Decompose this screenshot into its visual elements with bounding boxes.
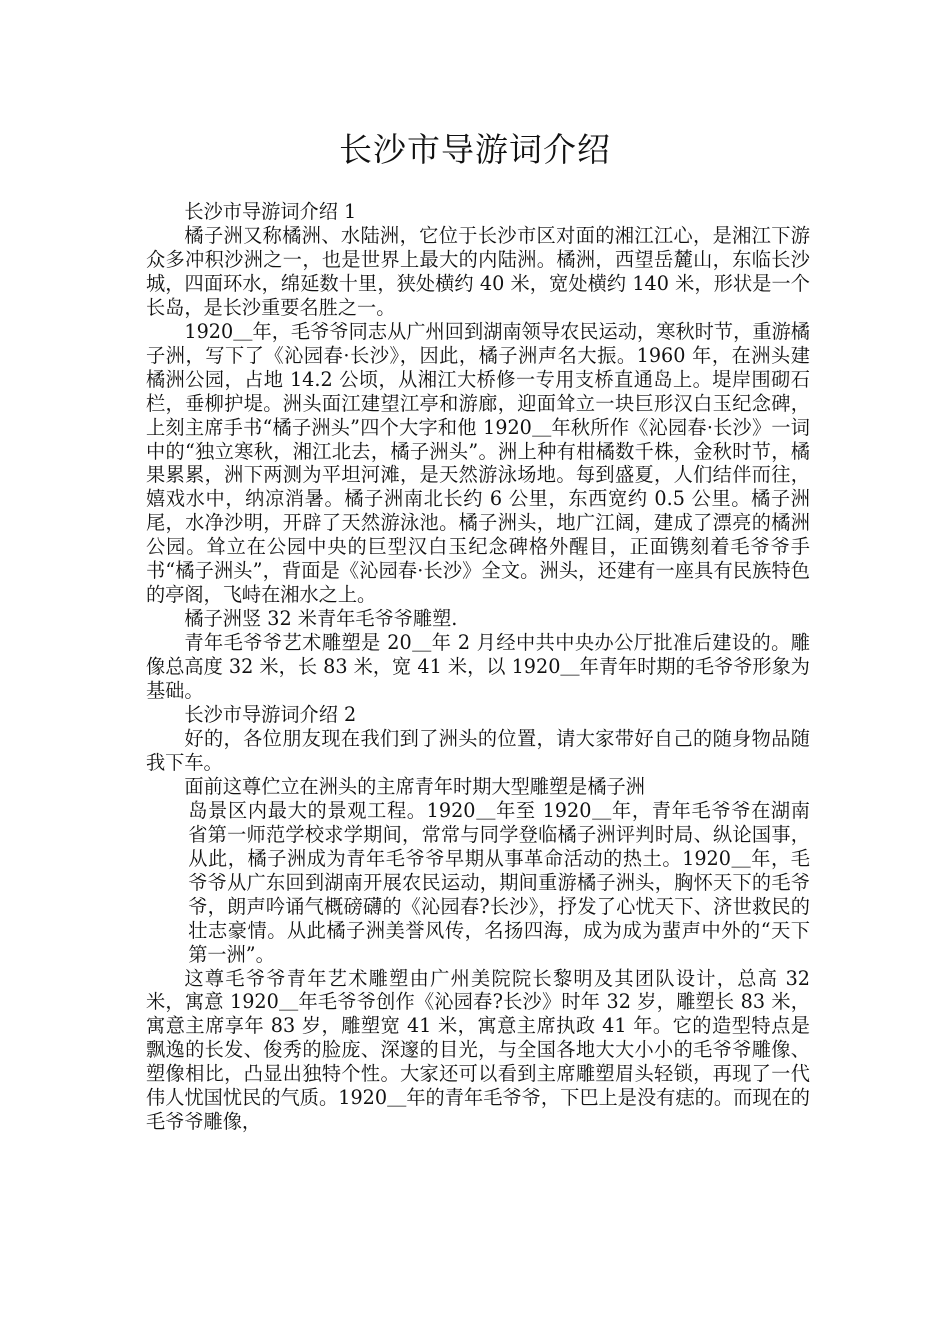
paragraph-statue-intro: 面前这尊伫立在洲头的主席青年时期大型雕塑是橘子洲 [184,774,645,798]
paragraph-design: 这尊毛爷爷青年艺术雕塑由广州美院院长黎明及其团队设计，总高 32 米，寓意 1920＿年毛爷爷创作《沁园春?长沙》时年 32 岁，雕塑长 83 米，寓意主席享年 83 岁，雕塑宽 41 米，寓意主席执政 41 年。它的造型特点是飘逸的长发、俊秀的脸庞、深邃的目光，与全国各地大大小小的毛爷爷雕像、塑像相比，凸显出独特个性。大家还可以看到主席雕塑眉头轻锁，再现了一代伟人忧国忧民的气质。1920＿年的青年毛爷爷，下巴上是没有痣的。而现在的毛爷爷雕像， [146,966,810,1134]
paragraph-statue-details: 青年毛爷爷艺术雕塑是 20＿年 2 月经中共中央办公厅批准后建设的。雕像总高度 32 米，长 83 米，宽 41 米，以 1920＿年青年时期的毛爷爷形象为基础。 [146,631,810,703]
section-heading-2: 长沙市导游词介绍 2 [184,703,357,727]
paragraph-intro: 橘子洲又称橘洲、水陆洲，它位于长沙市区对面的湘江江心，是湘江下游众多冲积沙洲之一，也是世界上最大的内陆洲。橘洲，西望岳麓山，东临长沙城，四面环水，绵延数十里，狭处横约 40 米，宽处横约 140 米，形状是一个长岛，是长沙重要名胜之一。 [146,223,810,319]
paragraph-landmark: 岛景区内最大的景观工程。1920＿年至 1920＿年，青年毛爷爷在湖南省第一师范学校求学期间，常常与同学登临橘子洲评判时局、纵论国事，从此，橘子洲成为青年毛爷爷早期从事革命活动的热土。1920＿年，毛爷爷从广东回到湖南开展农民运动，期间重游橘子洲头，胸怀天下的毛爷爷，朗声吟诵气概磅礴的《沁园春?长沙》，抒发了心忧天下、济世救民的壮志豪情。从此橘子洲美誉风传，名扬四海，成为成为蜚声中外的“天下第一洲”。 [188,798,810,966]
paragraph-statue-note: 橘子洲竖 32 米青年毛爷爷雕塑. [184,607,458,631]
page-title: 长沙市导游词介绍 [339,130,611,169]
paragraph-greeting: 好的，各位朋友现在我们到了洲头的位置，请大家带好自己的随身物品随我下车。 [146,726,810,774]
paragraph-history: 1920＿年，毛爷爷同志从广州回到湖南领导农民运动，寒秋时节，重游橘子洲，写下了《沁园春·长沙》，因此，橘子洲声名大振。1960 年，在洲头建橘洲公园，占地 14.2 公顷，从湘江大桥修一专用支桥直通岛上。堤岸围砌石栏，垂柳护堤。洲头面江建望江亭和游廊，迎面耸立一块巨形汉白玉纪念碑，上刻主席手书“橘子洲头”四个大字和他 1920＿年秋所作《沁园春·长沙》一词中的“独立寒秋，湘江北去，橘子洲头”。洲上种有柑橘数千株，金秋时节，橘果累累，洲下两测为平坦河滩，是天然游泳场地。每到盛夏，人们结伴而往，嬉戏水中，纳凉消暑。橘子洲南北长约 6 公里，东西宽约 0.5 公里。橘子洲尾，水净沙明，开辟了天然游泳池。橘子洲头，地广江阔，建成了漂亮的橘洲公园。耸立在公园中央的巨型汉白玉纪念碑格外醒目，正面镌刻着毛爷爷手书“橘子洲头”，背面是《沁园春·长沙》全文。洲头，还建有一座具有民族特色的亭阁，飞峙在湘水之上。 [146,319,810,607]
section-heading-1: 长沙市导游词介绍 1 [184,200,357,223]
document-body [146,200,810,1134]
